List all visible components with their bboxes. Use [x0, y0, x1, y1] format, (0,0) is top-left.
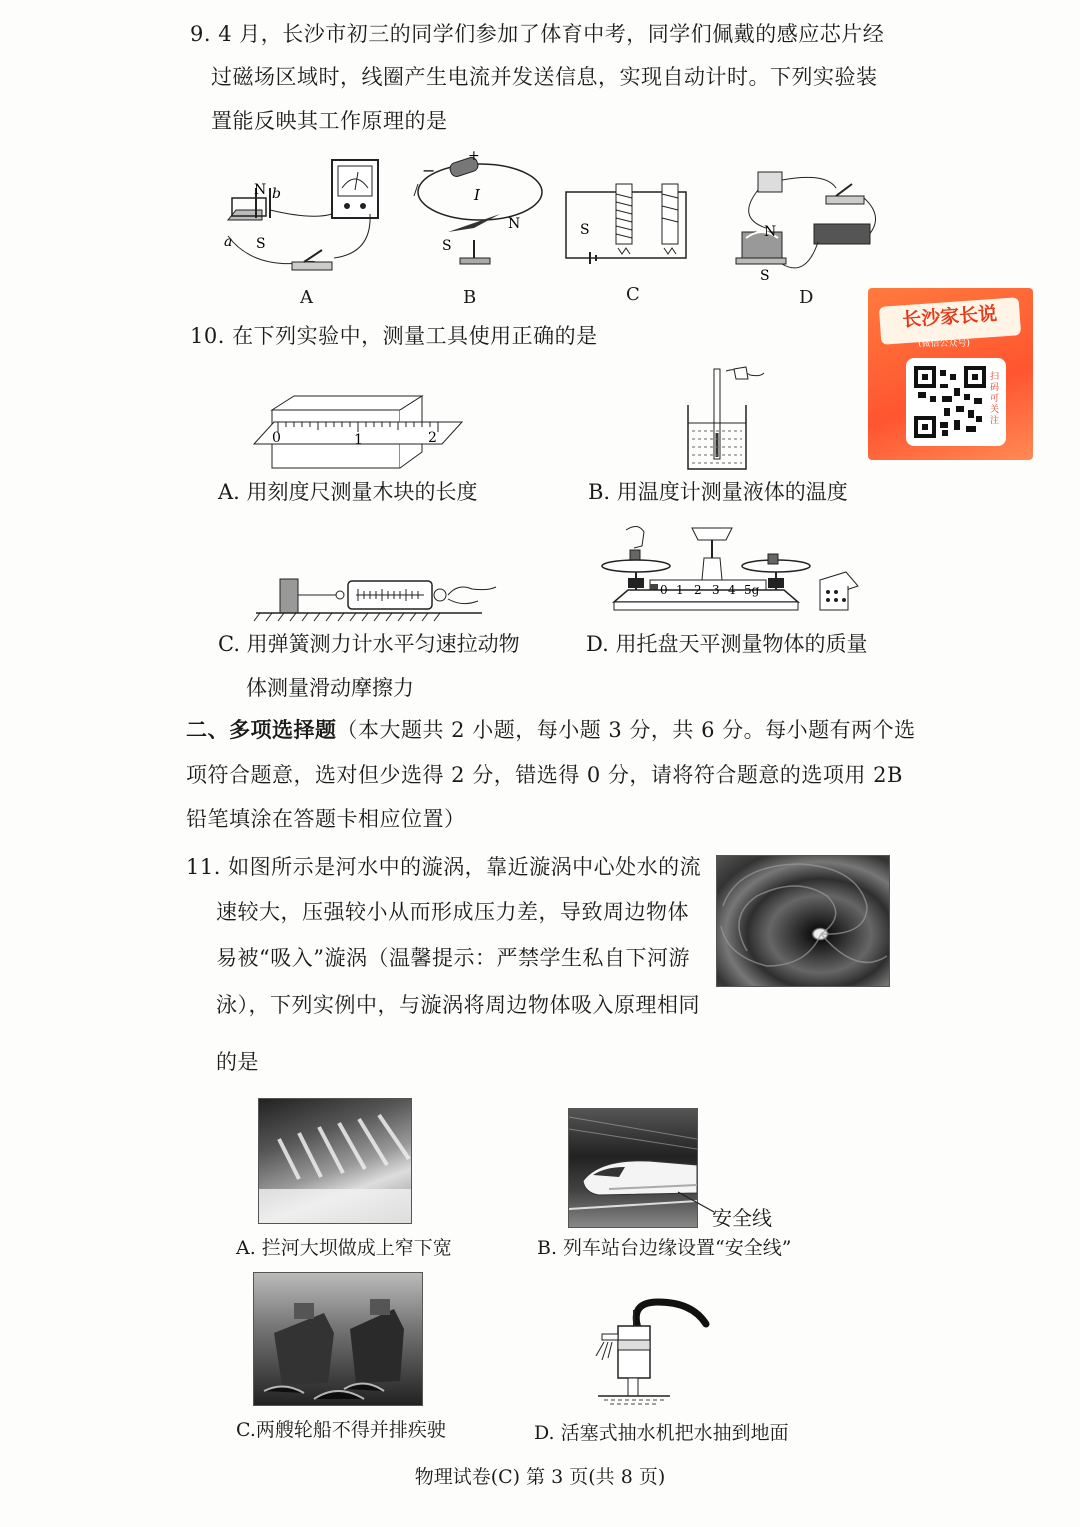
q10-figure-d [598, 520, 863, 620]
whirlpool-photo [716, 855, 890, 987]
q9-line-2: 过磁场区域时，线圈产生电流并发送信息，实现自动计时。下列实验装 [211, 65, 878, 89]
q9-fig-b-s-label: S [442, 238, 452, 254]
scale-tick-0: 0 [660, 583, 668, 597]
q11-option-b: B. 列车站台边缘设置“安全线” [537, 1237, 792, 1259]
q9-fig-b-n-label: N [508, 216, 521, 232]
q9-option-c-label: C [626, 284, 640, 305]
safety-line-pointer [676, 1190, 716, 1216]
scale-tick-4: 4 [728, 583, 736, 597]
q9-fig-b-minus-label: − [422, 161, 436, 180]
q9-option-a-label: A [300, 287, 313, 308]
q11-option-a: A. 拦河大坝做成上窄下宽 [236, 1237, 452, 1259]
section-2-line-1 [186, 716, 916, 744]
q9-fig-a-s-label: S [256, 236, 266, 252]
q10-figure-b [680, 365, 770, 475]
q11-option-c: C.两艘轮船不得并排疾驶 [236, 1419, 446, 1441]
q9-fig-d-s-label: S [760, 268, 770, 280]
q10-figure-c [252, 573, 497, 625]
q10-option-c-line-2: 体测量滑动摩擦力 [246, 676, 414, 700]
q9-option-b-label: B [463, 287, 477, 308]
section-2-intro: （本大题共 2 小题，每小题 3 分，共 6 分。每小题有两个选 [336, 718, 916, 742]
q11-line-3: 易被“吸入”漩涡（温馨提示：严禁学生私自下河游 [216, 946, 690, 970]
ruler-tick-1: 1 [354, 432, 363, 448]
qr-code-icon[interactable] [914, 366, 986, 438]
q9-line-3: 置能反映其工作原理的是 [211, 109, 448, 133]
q11-option-d: D. 活塞式抽水机把水抽到地面 [534, 1422, 789, 1444]
section-2-heading: 二、多项选择题 [186, 717, 337, 742]
ad-side-text: 扫码可关注 [990, 372, 1000, 426]
q9-figure-d [726, 168, 886, 280]
q9-figure-c [560, 178, 700, 268]
section-2-line-2: 项符合题意，选对但少选得 2 分，错选得 0 分，请将符合题意的选项用 2B [186, 763, 903, 787]
q10-figure-a [250, 392, 465, 474]
dam-photo [258, 1098, 412, 1224]
q10-option-b: B. 用温度计测量液体的温度 [588, 480, 848, 504]
q9-figure-a [222, 158, 392, 283]
q9-fig-a-b-label: b [272, 186, 281, 202]
q10-stem: 10. 在下列实验中，测量工具使用正确的是 [190, 324, 598, 348]
ruler-tick-0: 0 [272, 430, 281, 446]
scale-tick-1: 1 [676, 583, 684, 597]
q9-fig-c-s-label: S [580, 222, 590, 238]
q10-option-c-line-1: C. 用弹簧测力计水平匀速拉动物 [218, 632, 520, 656]
wechat-ad-card[interactable] [868, 288, 1033, 460]
q10-option-d: D. 用托盘天平测量物体的质量 [586, 632, 868, 656]
ad-title: 长沙家长说 [879, 297, 1021, 345]
q9-option-d-label: D [799, 287, 814, 308]
piston-pump-figure [574, 1296, 714, 1408]
section-2-line-3: 铅笔填涂在答题卡相应位置） [186, 807, 466, 831]
q9-fig-a-n-label: N [254, 182, 267, 198]
scale-tick-2: 2 [694, 583, 702, 597]
q9-fig-b-i-label: I [474, 186, 480, 204]
q11-line-2: 速较大，压强较小从而形成压力差，导致周边物体 [216, 900, 689, 924]
page-footer: 物理试卷(C) 第 3 页(共 8 页) [414, 1466, 666, 1488]
safety-line-callout: 安全线 [712, 1206, 772, 1230]
ad-subtitle: (微信公众号) [918, 339, 971, 349]
q9-fig-a-a-label: a [224, 234, 233, 250]
ruler-tick-2: 2 [428, 430, 437, 446]
q9-fig-d-n-label: N [764, 224, 777, 240]
q10-option-a: A. 用刻度尺测量木块的长度 [218, 480, 478, 504]
ships-photo [253, 1272, 423, 1406]
q9-line-1: 9. 4 月，长沙市初三的同学们参加了体育中考，同学们佩戴的感应芯片经 [190, 22, 885, 46]
q11-line-5: 的是 [216, 1050, 259, 1074]
q9-figure-b [410, 150, 550, 270]
q9-fig-b-plus-label: + [468, 150, 480, 164]
scale-tick-5g: 5g [744, 583, 760, 597]
q11-line-1: 11. 如图所示是河水中的漩涡，靠近漩涡中心处水的流 [186, 855, 702, 879]
q11-line-4: 泳），下列实例中，与漩涡将周边物体吸入原理相同 [216, 993, 700, 1017]
scale-tick-3: 3 [712, 583, 720, 597]
